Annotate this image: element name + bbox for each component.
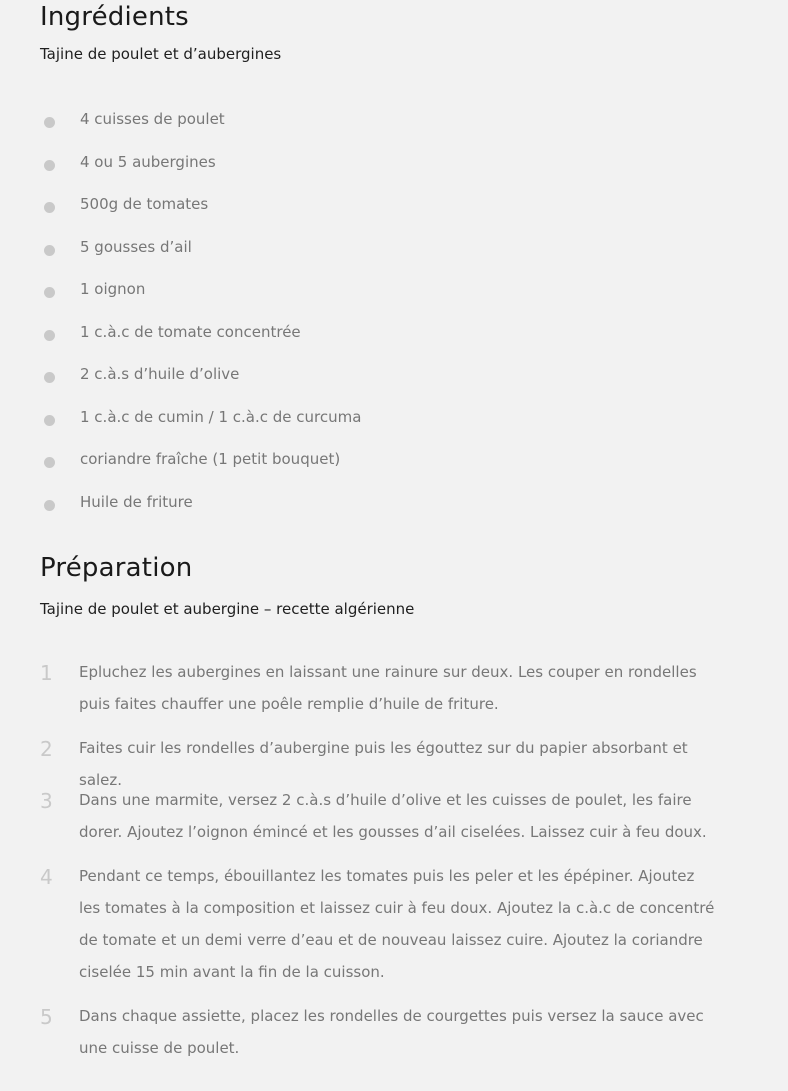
bullet-icon xyxy=(44,287,55,298)
ingredient-item xyxy=(40,404,361,447)
step-item xyxy=(40,784,720,860)
ingredient-item xyxy=(40,446,361,489)
step-number: 4 xyxy=(40,865,53,889)
step-text: Dans une marmite, versez 2 c.à.s d’huile d’olive et les cuisses de poulet, les faire dorer. Ajoutez l’oignon émincé et les gousses d’ail ciselées. Laissez cuir à feu doux. xyxy=(79,791,707,841)
bullet-icon xyxy=(44,457,55,468)
ingredient-item xyxy=(40,191,361,234)
step-text: Dans chaque assiette, placez les rondelles de courgettes puis versez la sauce avec une cuisse de poulet. xyxy=(79,1007,704,1057)
bullet-icon xyxy=(44,202,55,213)
ingredient-text: 1 oignon xyxy=(80,280,146,298)
ingredients-subtitle: Tajine de poulet et d’aubergines xyxy=(40,45,282,63)
step-text: Epluchez les aubergines en laissant une rainure sur deux. Les couper en rondelles puis faites chauffer une poêle remplie d’huile de friture. xyxy=(79,663,697,713)
bullet-icon xyxy=(44,500,55,511)
ingredient-text: coriandre fraîche (1 petit bouquet) xyxy=(80,450,341,468)
step-item xyxy=(40,656,720,732)
bullet-icon xyxy=(44,415,55,426)
preparation-title: Préparation xyxy=(40,553,193,583)
step-number: 2 xyxy=(40,737,53,761)
ingredient-text: 1 c.à.c de tomate concentrée xyxy=(80,322,301,341)
ingredients-title: Ingrédients xyxy=(40,2,189,32)
ingredient-item xyxy=(40,234,361,277)
step-number: 1 xyxy=(40,661,53,685)
bullet-icon xyxy=(44,117,55,128)
ingredients-section xyxy=(40,0,740,511)
step-item xyxy=(40,860,720,1000)
ingredient-text: 2 c.à.s d’huile d’olive xyxy=(80,365,240,383)
step-text: Faites cuir les rondelles d’aubergine puis les égouttez sur du papier absorbant et salez. xyxy=(79,739,688,789)
ingredient-item xyxy=(40,106,361,149)
ingredient-item xyxy=(40,361,361,404)
step-number: 5 xyxy=(40,1005,53,1029)
steps-list xyxy=(40,656,720,1064)
bullet-icon xyxy=(44,330,55,341)
step-number: 3 xyxy=(40,789,53,813)
ingredient-text: 5 gousses d’ail xyxy=(80,237,192,256)
step-item xyxy=(40,1000,720,1064)
preparation-section xyxy=(40,552,740,1057)
ingredient-text: 4 ou 5 aubergines xyxy=(80,152,216,171)
ingredient-text: 4 cuisses de poulet xyxy=(80,110,225,128)
ingredient-text: 500g de tomates xyxy=(80,195,209,213)
step-item xyxy=(40,732,720,789)
ingredient-item xyxy=(40,319,361,362)
ingredient-item xyxy=(40,276,361,319)
bullet-icon xyxy=(44,245,55,256)
ingredients-list xyxy=(40,106,361,531)
ingredient-item xyxy=(40,489,361,532)
bullet-icon xyxy=(44,372,55,383)
ingredient-text: Huile de friture xyxy=(80,492,193,511)
preparation-subtitle: Tajine de poulet et aubergine – recette algérienne xyxy=(40,600,415,618)
bullet-icon xyxy=(44,160,55,171)
ingredient-item xyxy=(40,149,361,192)
ingredient-text: 1 c.à.c de cumin / 1 c.à.c de curcuma xyxy=(80,407,362,426)
step-text: Pendant ce temps, ébouillantez les tomates puis les peler et les épépiner. Ajoutez les tomates à la composition et laissez cuir à feu doux. Ajoutez la c.à.c de concentré de tomate et un demi verre d’eau et de nouveau laissez cuire. Ajoutez la coriandre ciselée 15 min avant la fin de la cuisson. xyxy=(79,867,715,981)
